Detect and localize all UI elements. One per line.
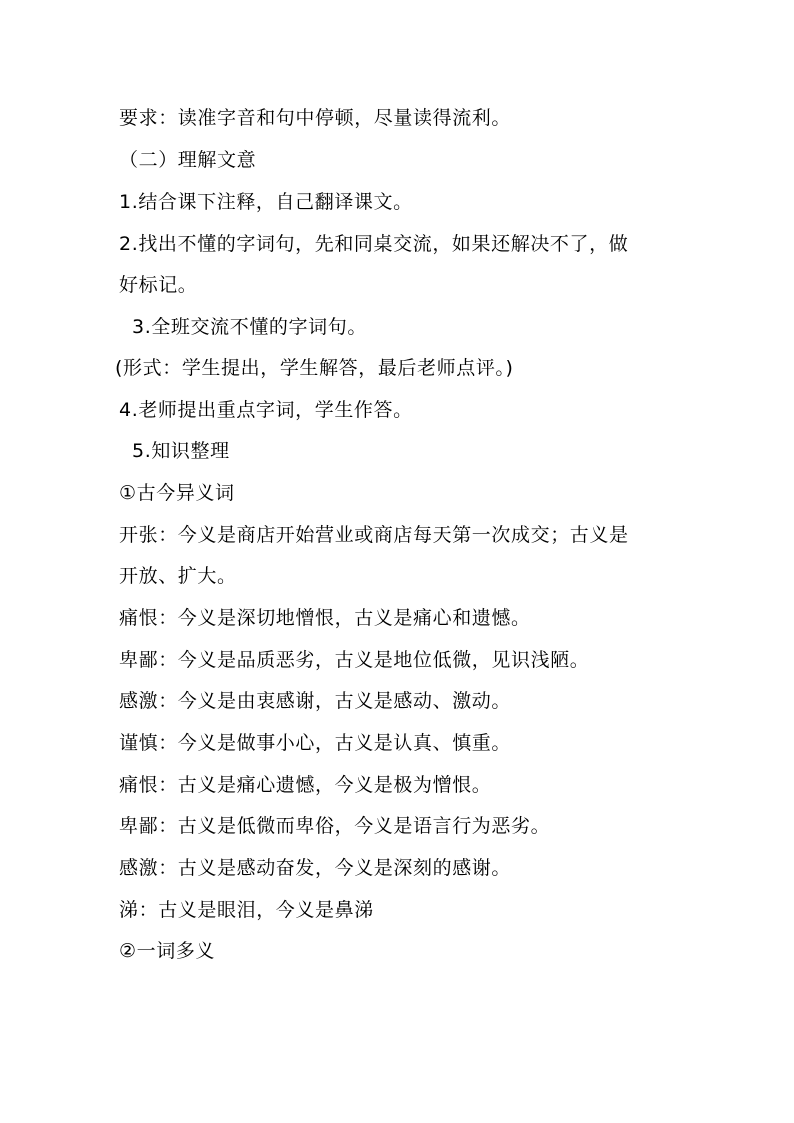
text-line-ganji-2: 感激：古义是感动奋发，今义是深刻的感谢。 — [119, 857, 512, 879]
text-line-step-3: 3.全班交流不懂的字词句。 — [132, 316, 367, 338]
text-line-format-note: (形式：学生提出，学生解答，最后老师点评。) — [115, 357, 514, 379]
text-line-kaizhang-continued: 开放、扩大。 — [119, 565, 237, 587]
text-line-step-1: 1.结合课下注释，自己翻译课文。 — [119, 191, 413, 213]
subheading-ancient-modern-words: ①古今异义词 — [119, 482, 235, 504]
text-line-beibi-1: 卑鄙：今义是品质恶劣，古义是地位低微，见识浅陋。 — [119, 649, 590, 671]
subheading-polysemy: ②一词多义 — [119, 940, 216, 962]
text-line-beibi-2: 卑鄙：古义是低微而卑俗，今义是语言行为恶劣。 — [119, 815, 551, 837]
text-line-kaizhang: 开张：今义是商店开始营业或商店每天第一次成交；古义是 — [119, 524, 629, 546]
text-line-requirement: 要求：读准字音和句中停顿，尽量读得流利。 — [119, 107, 512, 129]
text-line-tonghen-2: 痛恨：古义是痛心遗憾，今义是极为憎恨。 — [119, 774, 492, 796]
text-line-step-2-continued: 好标记。 — [119, 274, 198, 296]
section-heading-understand-meaning: （二）理解文意 — [119, 149, 257, 171]
text-line-ganji-1: 感激：今义是由衷感谢，古义是感动、激动。 — [119, 690, 512, 712]
text-line-tonghen-1: 痛恨：今义是深切地憎恨，古义是痛心和遗憾。 — [119, 607, 531, 629]
text-line-jinshen: 谨慎：今义是做事小心，古义是认真、慎重。 — [119, 732, 512, 754]
text-line-ti: 涕：古义是眼泪，今义是鼻涕 — [119, 899, 374, 921]
text-line-step-5: 5.知识整理 — [132, 440, 230, 462]
text-line-step-4: 4.老师提出重点字词，学生作答。 — [119, 399, 413, 421]
text-line-step-2: 2.找出不懂的字词句，先和同桌交流，如果还解决不了，做 — [119, 233, 629, 255]
